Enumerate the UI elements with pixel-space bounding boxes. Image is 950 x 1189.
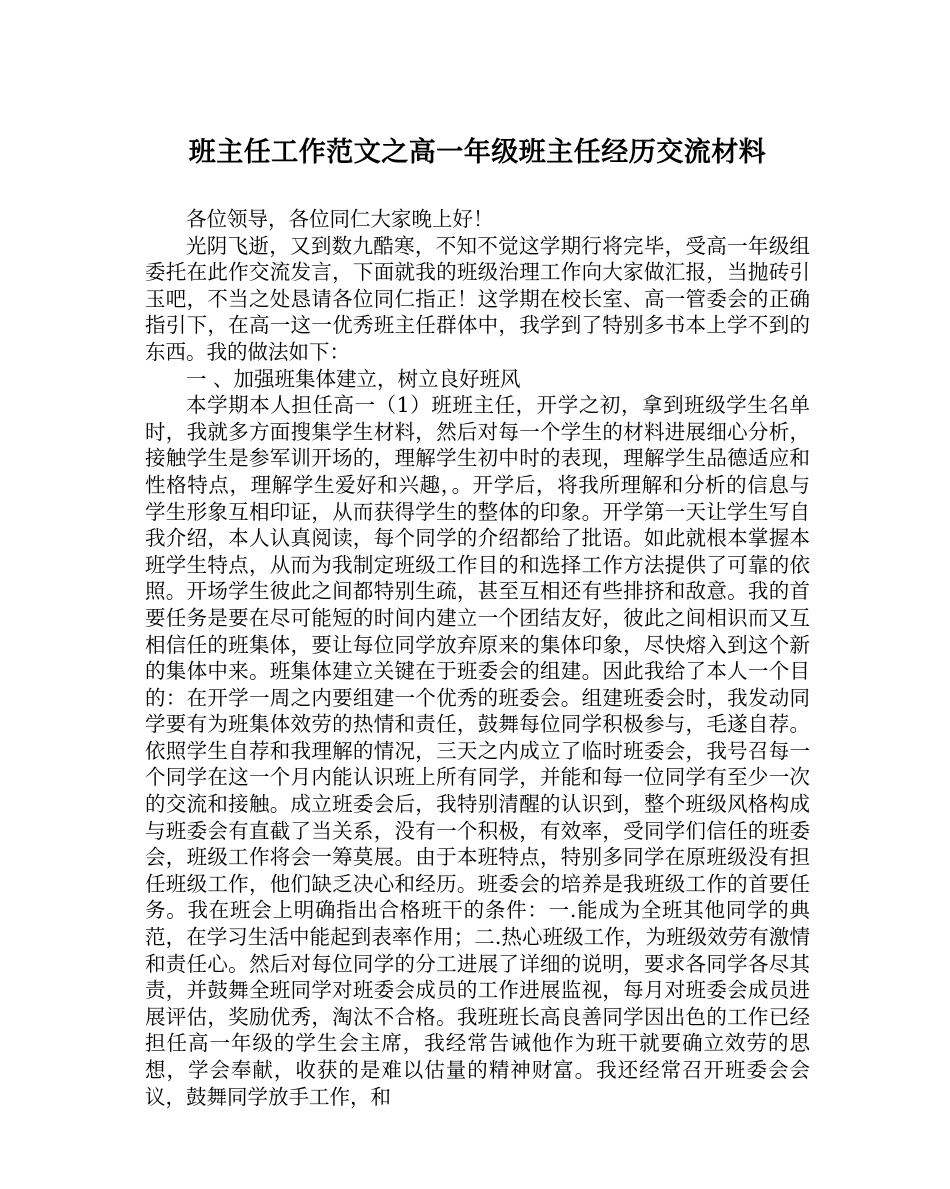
document-body (145, 206, 810, 1110)
greeting-paragraph: 各位领导，各位同仁大家晚上好！ (186, 207, 494, 231)
section-body-paragraph: 本学期本人担任高一（1）班班主任，开学之初，拿到班级学生名单时，我就多方面搜集学生材料，然后对每一个学生的材料进展细心分析，接触学生是参军训开场的，理解学生初中时的表现，理解学生品德适应和性格特点，理解学生爱好和兴趣，。开学后，将我所理解和分析的信息与学生形象互相印证，从而获得学生的整体的印象。开学第一天让学生写自我介绍，本人认真阅读，每个同学的介绍都给了批语。如此就根本掌握本班学生特点，从而为我制定班级工作目的和选择工作方法提供了可靠的依照。开场学生彼此之间都特别生疏，甚至互相还有些排挤和敌意。我的首要任务是要在尽可能短的时间内建立一个团结友好，彼此之间相识而又互相信任的班集体，要让每位同学放弃原来的集体印象，尽快熔入到这个新的集体中来。班集体建立关键在于班委会的组建。因此我给了本人一个目的：在开学一周之内要组建一个优秀的班委会。组建班委会时，我发动同学要有为班集体效劳的热情和责任，鼓舞每位同学积极参与，毛遂自荐。依照学生自荐和我理解的情况，三天之内成立了临时班委会，我号召每一个同学在这一个月内能认识班上所有同学，并能和每一位同学有至少一次的交流和接触。成立班委会后，我特别清醒的认识到，整个班级风格构成与班委会有直截了当关系，没有一个积极，有效率，受同学们信任的班委会，班级工作将会一筹莫展。由于本班特点，特别多同学在原班级没有担任班级工作，他们缺乏决心和经历。班委会的培养是我班级工作的首要任务。我在班会上明确指出合格班干的条件：一.能成为全班其他同学的典范，在学习生活中能起到表率作用；二.热心班级工作，为班级效劳有激情和责任心。然后对每位同学的分工进展了详细的说明，要求各同学各尽其责，并鼓舞全班同学对班委会成员的工作进展监视，每月对班委会成员进展评估，奖励优秀，淘汰不合格。我班班长高良善同学因出色的工作已经担任高一年级的学生会主席，我经常告诫他作为班干就要确立效劳的思想，学会奉献，收获的是难以估量的精神财富。我还经常召开班委会会议，鼓舞同学放手工作，和 (145, 393, 810, 1109)
section-heading: 一 、加强班集体建立，树立良好班风 (186, 366, 521, 391)
intro-paragraph: 光阴飞逝，又到数九酷寒，不知不觉这学期行将完毕，受高一年级组委托在此作交流发言，下面就我的班级治理工作向大家做汇报，当抛砖引玉吧，不当之处恳请各位同仁指正！这学期在校长室、高一管委会的正确指引下，在高一这一优秀班主任群体中，我学到了特别多书本上学不到的东西。我的做法如下： (145, 233, 810, 364)
document-title: 班主任工作范文之高一年级班主任经历交流材料 (188, 137, 767, 168)
